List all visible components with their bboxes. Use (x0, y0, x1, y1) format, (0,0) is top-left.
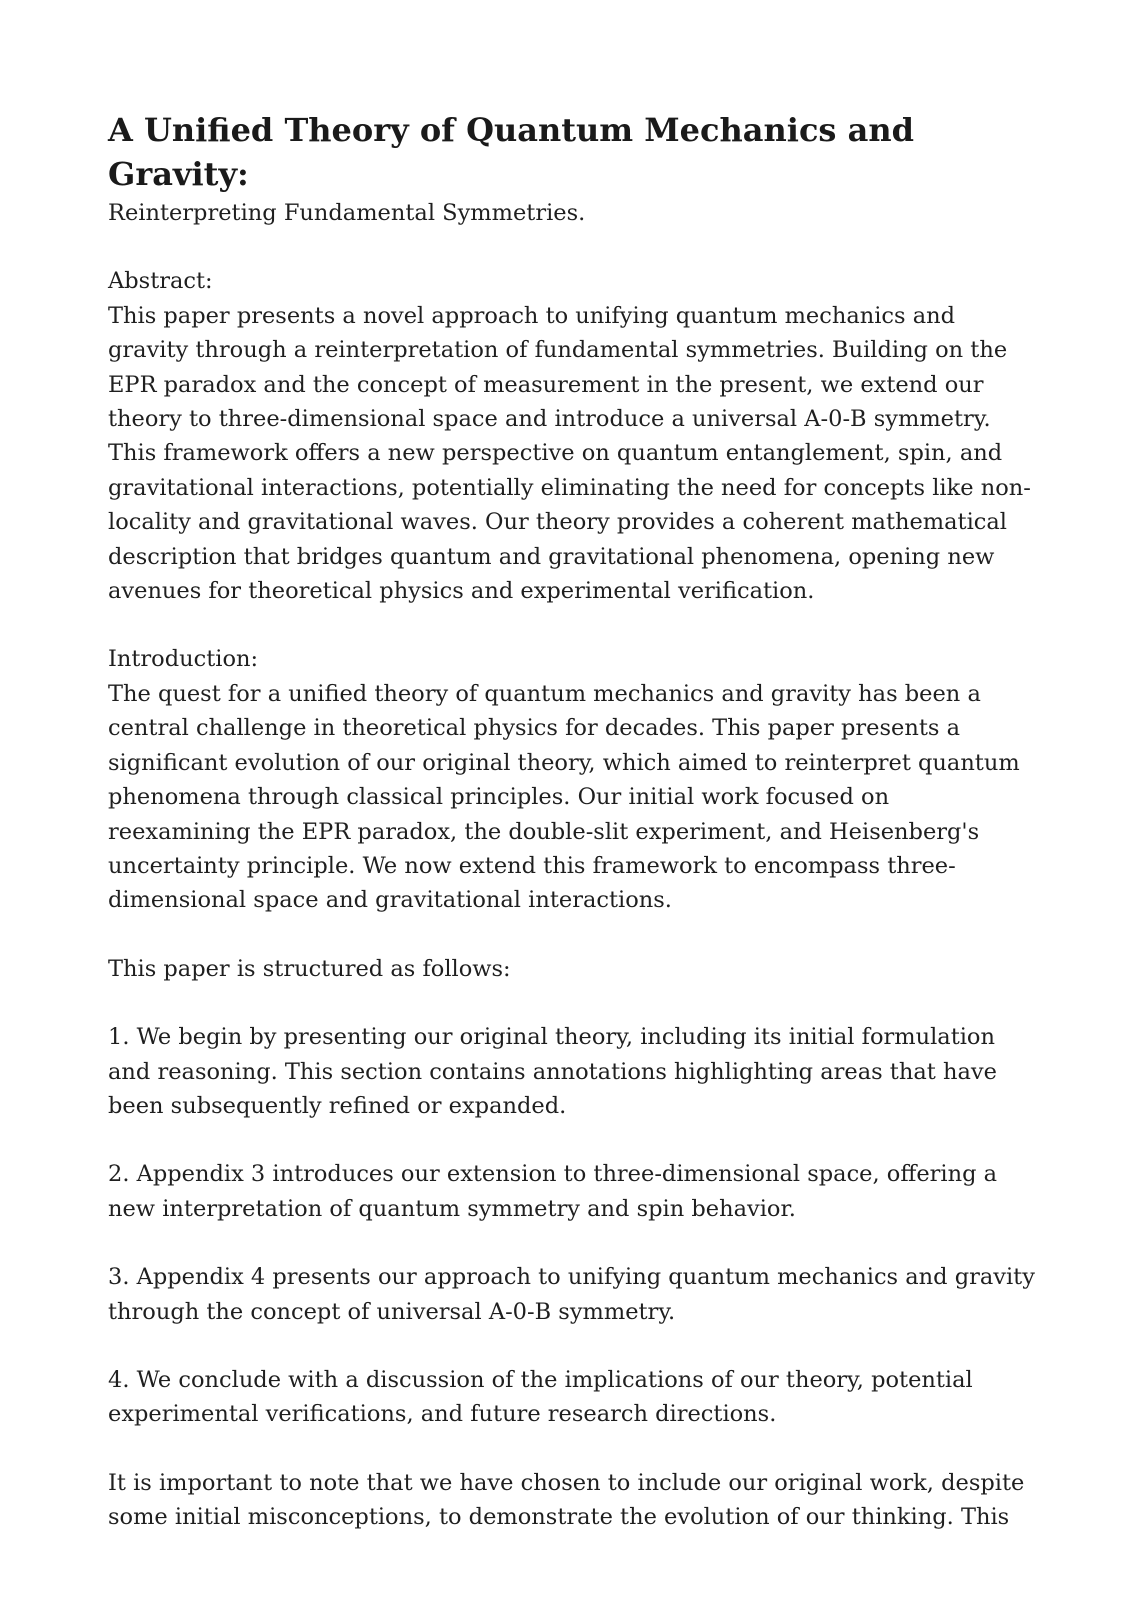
structure-intro: This paper is structured as follows: (108, 955, 511, 982)
introduction-heading: Introduction: (108, 646, 259, 673)
introduction-paragraph: The quest for a unified theory of quantum mechanics and gravity has been a central challenge in theoretical physics for decades. This paper presents a significant evolution of our original theory, which aimed to reinterpret quantum phenomena through classical principles. Our initial work focused on reexamining the EPR paradox, the double-slit experiment, and Heisenberg's uncertainty principle. We now extend this framework to encompass three-dimensional space and gravitational interactions. (108, 680, 1020, 914)
paper-subtitle: Reinterpreting Fundamental Symmetries. (108, 200, 586, 226)
paper-title: A Unified Theory of Quantum Mechanics and Gravity: (108, 111, 914, 193)
abstract-heading: Abstract: (108, 268, 213, 295)
document-page (108, 108, 1038, 1569)
closing-paragraph: It is important to note that we have chosen to include our original work, despite some initial misconceptions, to demonstrate the evolution of our thinking. This (108, 1469, 1025, 1531)
list-item: 2. Appendix 3 introduces our extension to three-dimensional space, offering a new interpretation of quantum symmetry and spin behavior. (108, 1161, 998, 1222)
abstract-paragraph: This paper presents a novel approach to unifying quantum mechanics and gravity through a reinterpretation of fundamental symmetries. Building on the EPR paradox and the concept of measurement in the present, we extend our theory to three-dimensional space and introduce a universal A-0-B symmetry. This framework offers a new perspective on quantum entanglement, spin, and gravitational interactions, potentially eliminating the need for concepts like non-locality and gravitational waves. Our theory provides a coherent mathematical description that bridges quantum and gravitational phenomena, opening new avenues for theoretical physics and experimental verification. (108, 302, 1031, 605)
list-item: 3. Appendix 4 presents our approach to unifying quantum mechanics and gravity through the concept of universal A-0-B symmetry. (108, 1264, 1035, 1325)
list-item: 4. We conclude with a discussion of the implications of our theory, potential experimental verifications, and future research directions. (108, 1366, 973, 1428)
list-item: 1. We begin by presenting our original theory, including its initial formulation and reasoning. This section contains annotations highlighting areas that have been subsequently refined or expanded. (108, 1024, 997, 1119)
